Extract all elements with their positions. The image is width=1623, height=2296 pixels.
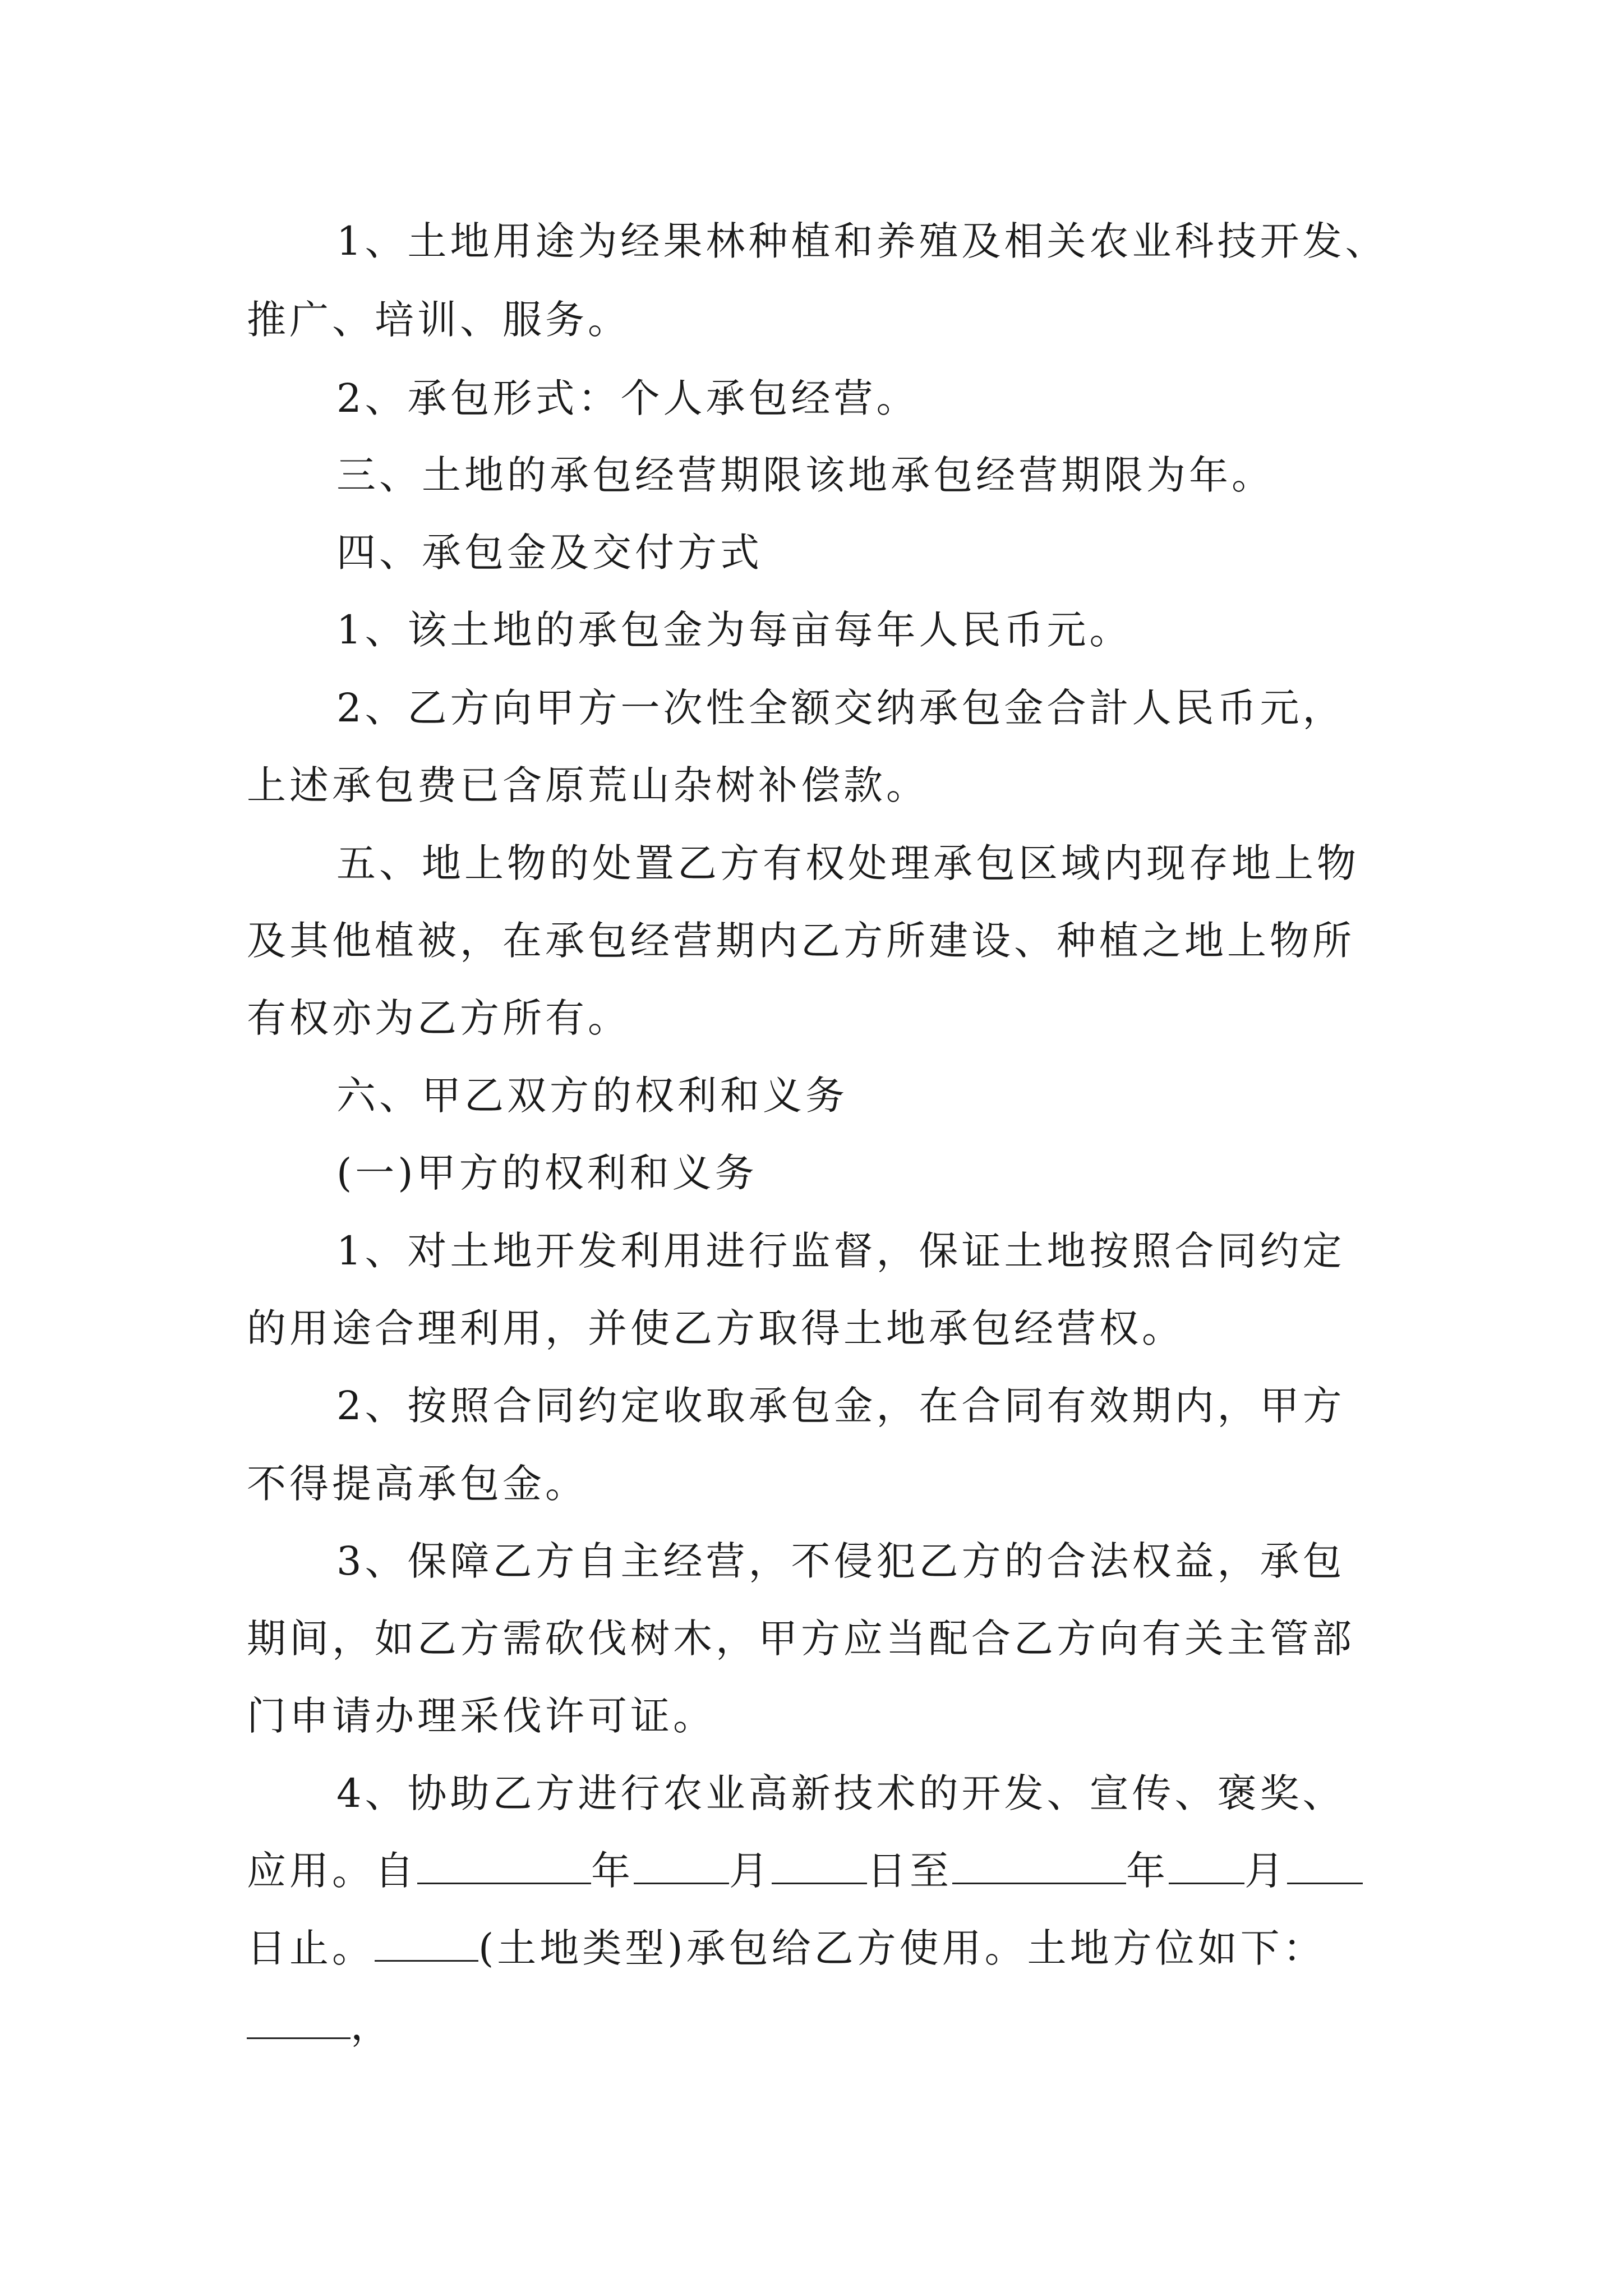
- text-line: 2、乙方向甲方一次性全额交纳承包金合計人民币元，: [336, 685, 1345, 731]
- subsection-heading: (一)甲方的权利和义务: [336, 1150, 758, 1196]
- year-blank: [417, 1848, 591, 1884]
- text-line: 1、对土地开发利用进行监督，保证土地按照合同约定: [336, 1228, 1345, 1274]
- text-line: 五、地上物的处置乙方有权处理承包区域内现存地上物: [336, 840, 1359, 886]
- text-line: 1、该土地的承包金为每亩每年人民币元。: [336, 607, 1132, 653]
- date-fill-line: [247, 1846, 1363, 1896]
- location-text: ，: [351, 2003, 393, 2049]
- location-line: [247, 2000, 393, 2051]
- text-line: 3、保障乙方自主经营，不侵犯乙方的合法权益，承包: [336, 1538, 1345, 1584]
- date-text: 应用。自: [247, 1848, 417, 1894]
- text-line: 门申请办理采伐许可证。: [247, 1693, 716, 1739]
- text-line: 的用途合理利用，并使乙方取得土地承包经营权。: [247, 1305, 1184, 1351]
- text-line: 三、土地的承包经营期限该地承包经营期限为年。: [336, 452, 1274, 498]
- text-line: 有权亦为乙方所有。: [247, 995, 630, 1041]
- land-text: (土地类型)承包给乙方使用。土地方位如下：: [478, 1925, 1326, 1971]
- date-text: 日至: [867, 1848, 952, 1894]
- date-text: 年: [1126, 1848, 1169, 1894]
- text-line: 推广、培训、服务。: [247, 297, 630, 343]
- land-type-line: [247, 1923, 1326, 1973]
- date-text: 月: [729, 1848, 772, 1894]
- day-blank: [772, 1848, 867, 1884]
- text-line: 2、按照合同约定收取承包金，在合同有效期内，甲方: [336, 1383, 1345, 1429]
- land-text: 日止。: [247, 1925, 375, 1971]
- section-heading: 六、甲乙双方的权利和义务: [336, 1073, 848, 1119]
- text-line: 及其他植被，在承包经营期内乙方所建设、种植之地上物所: [247, 918, 1355, 964]
- year-blank: [952, 1848, 1126, 1884]
- month-blank: [634, 1848, 729, 1884]
- text-line: 不得提高承包金。: [247, 1461, 588, 1507]
- date-text: 月: [1244, 1848, 1287, 1894]
- location-blank: [247, 2003, 351, 2039]
- text-line: 4、协助乙方进行农业高新技术的开发、宣传、褒奖、: [336, 1770, 1345, 1816]
- text-line: 上述承包费已含原荒山杂树补偿款。: [247, 762, 929, 808]
- text-line: 期间，如乙方需砍伐树木，甲方应当配合乙方向有关主管部: [247, 1616, 1355, 1662]
- month-blank: [1169, 1848, 1244, 1884]
- day-blank: [1287, 1848, 1363, 1884]
- text-line: 1、土地用途为经果林种植和养殖及相关农业科技开发、: [336, 218, 1388, 264]
- text-line: 2、承包形式：个人承包经营。: [336, 375, 919, 421]
- section-heading: 四、承包金及交付方式: [336, 530, 763, 576]
- date-text: 年: [591, 1848, 634, 1894]
- land-type-blank: [375, 1925, 478, 1962]
